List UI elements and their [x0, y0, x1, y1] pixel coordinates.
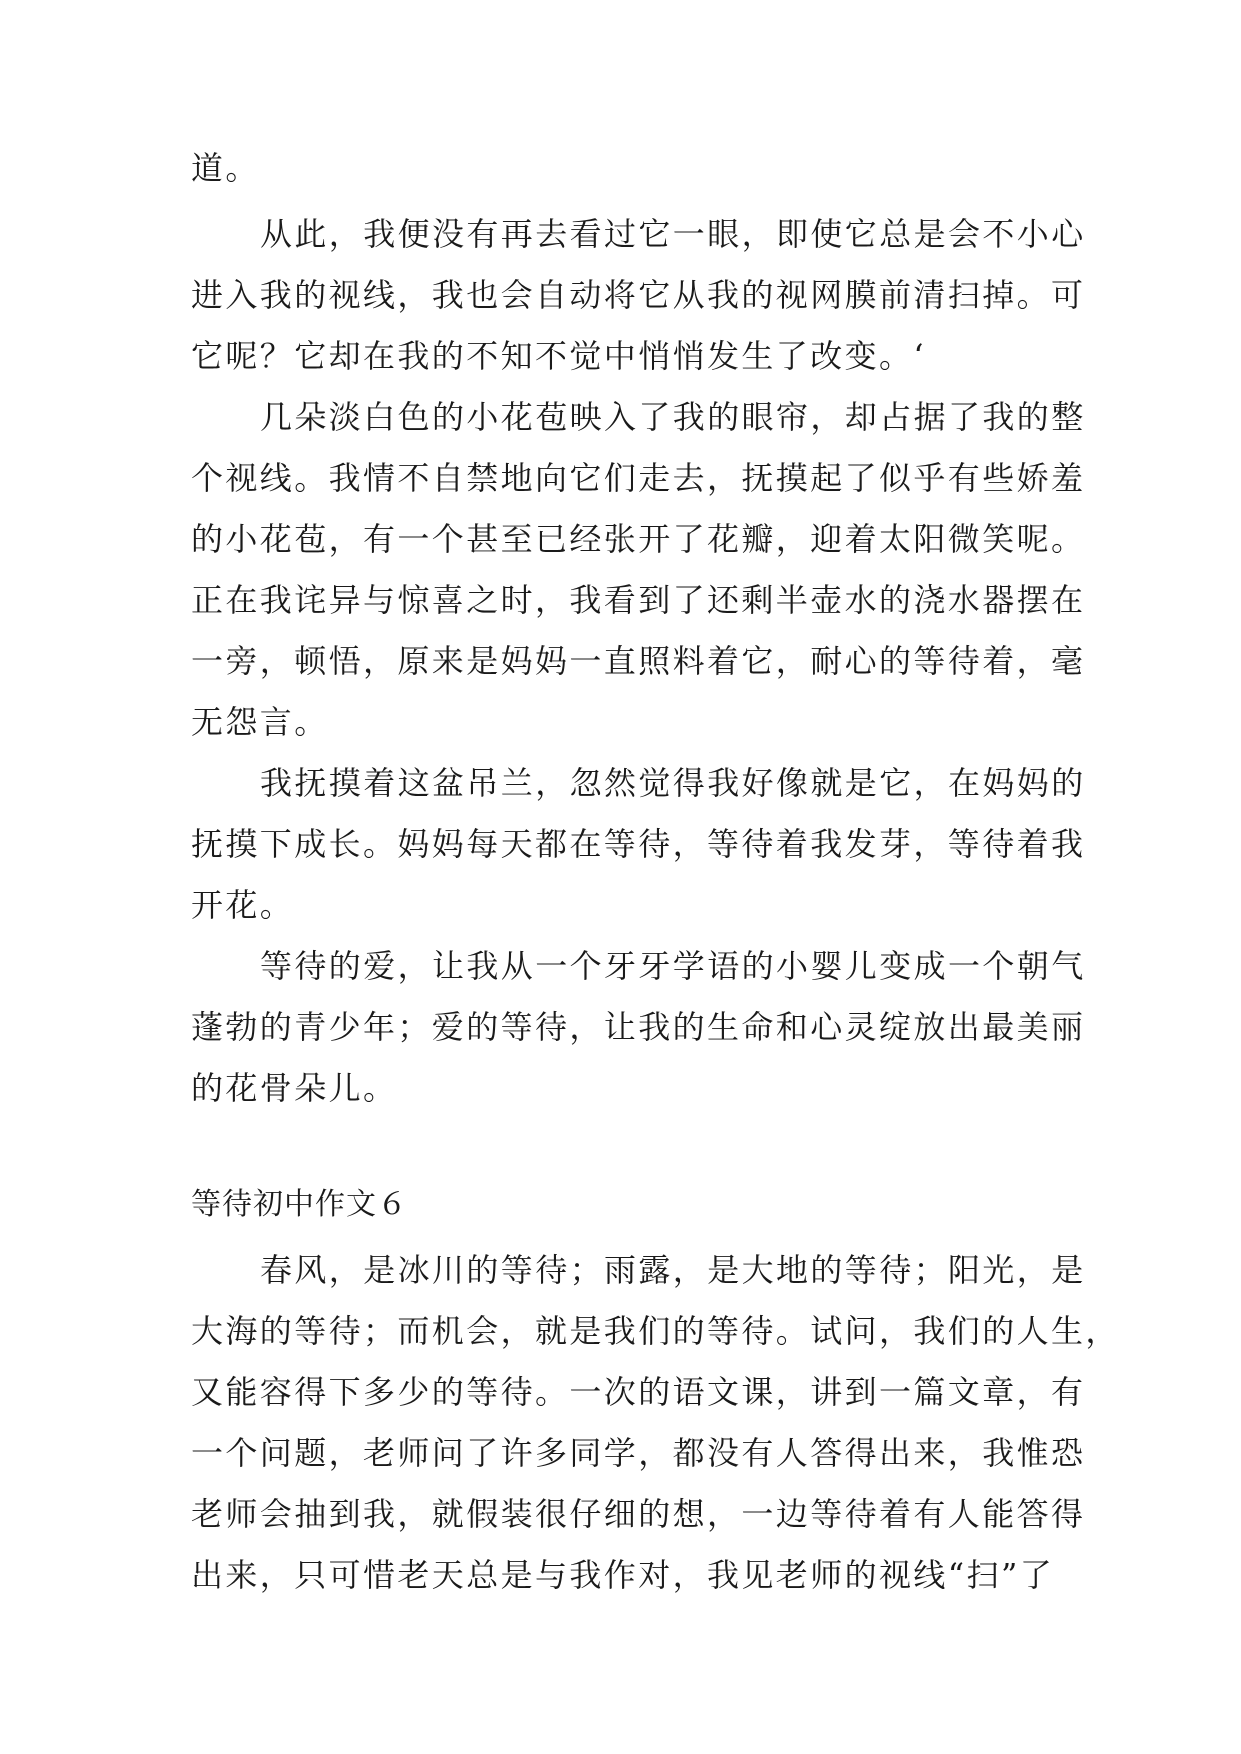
text-line: 它呢？它却在我的不知不觉中悄悄发生了改变。‘ [191, 337, 926, 375]
text-line: 我抚摸着这盆吊兰，忽然觉得我好像就是它，在妈妈的 [260, 764, 1086, 802]
text-line: 无怨言。 [191, 703, 329, 741]
text-line: 几朵淡白色的小花苞映入了我的眼帘，却占据了我的整 [260, 398, 1086, 436]
text-line: 的小花苞，有一个甚至已经张开了花瓣，迎着太阳微笑呢。 [191, 520, 1086, 558]
text-line: 蓬勃的青少年；爱的等待，让我的生命和心灵绽放出最美丽 [191, 1008, 1086, 1046]
text-line: 抚摸下成长。妈妈每天都在等待，等待着我发芽，等待着我 [191, 825, 1086, 863]
text-line: 道。 [191, 149, 260, 187]
text-line: 开花。 [191, 886, 295, 924]
text-line: 的花骨朵儿。 [191, 1069, 398, 1107]
text-line: 个视线。我情不自禁地向它们走去，抚摸起了似乎有些娇羞 [191, 459, 1086, 497]
text-line: 出来，只可惜老天总是与我作对，我见老师的视线“扫”了 [191, 1556, 1055, 1594]
text-line: 正在我诧异与惊喜之时，我看到了还剩半壶水的浇水器摆在 [191, 581, 1086, 619]
text-line: 又能容得下多少的等待。一次的语文课，讲到一篇文章，有 [191, 1373, 1086, 1411]
text-line: 等待的爱，让我从一个牙牙学语的小婴儿变成一个朝气 [260, 947, 1086, 985]
text-line: 一个问题，老师问了许多同学，都没有人答得出来，我惟恐 [191, 1434, 1086, 1472]
text-line: 春风，是冰川的等待；雨露，是大地的等待；阳光，是 [260, 1251, 1086, 1289]
text-line: 老师会抽到我，就假装很仔细的想，一边等待着有人能答得 [191, 1495, 1086, 1533]
text-line: 进入我的视线，我也会自动将它从我的视网膜前清扫掉。可 [191, 276, 1086, 314]
text-line: 一旁，顿悟，原来是妈妈一直照料着它，耐心的等待着，毫 [191, 642, 1086, 680]
section-heading: 等待初中作文６ [191, 1187, 408, 1222]
text-line: 从此，我便没有再去看过它一眼，即使它总是会不小心 [260, 215, 1086, 253]
text-line: 大海的等待；而机会，就是我们的等待。试问，我们的人生， [191, 1312, 1120, 1350]
